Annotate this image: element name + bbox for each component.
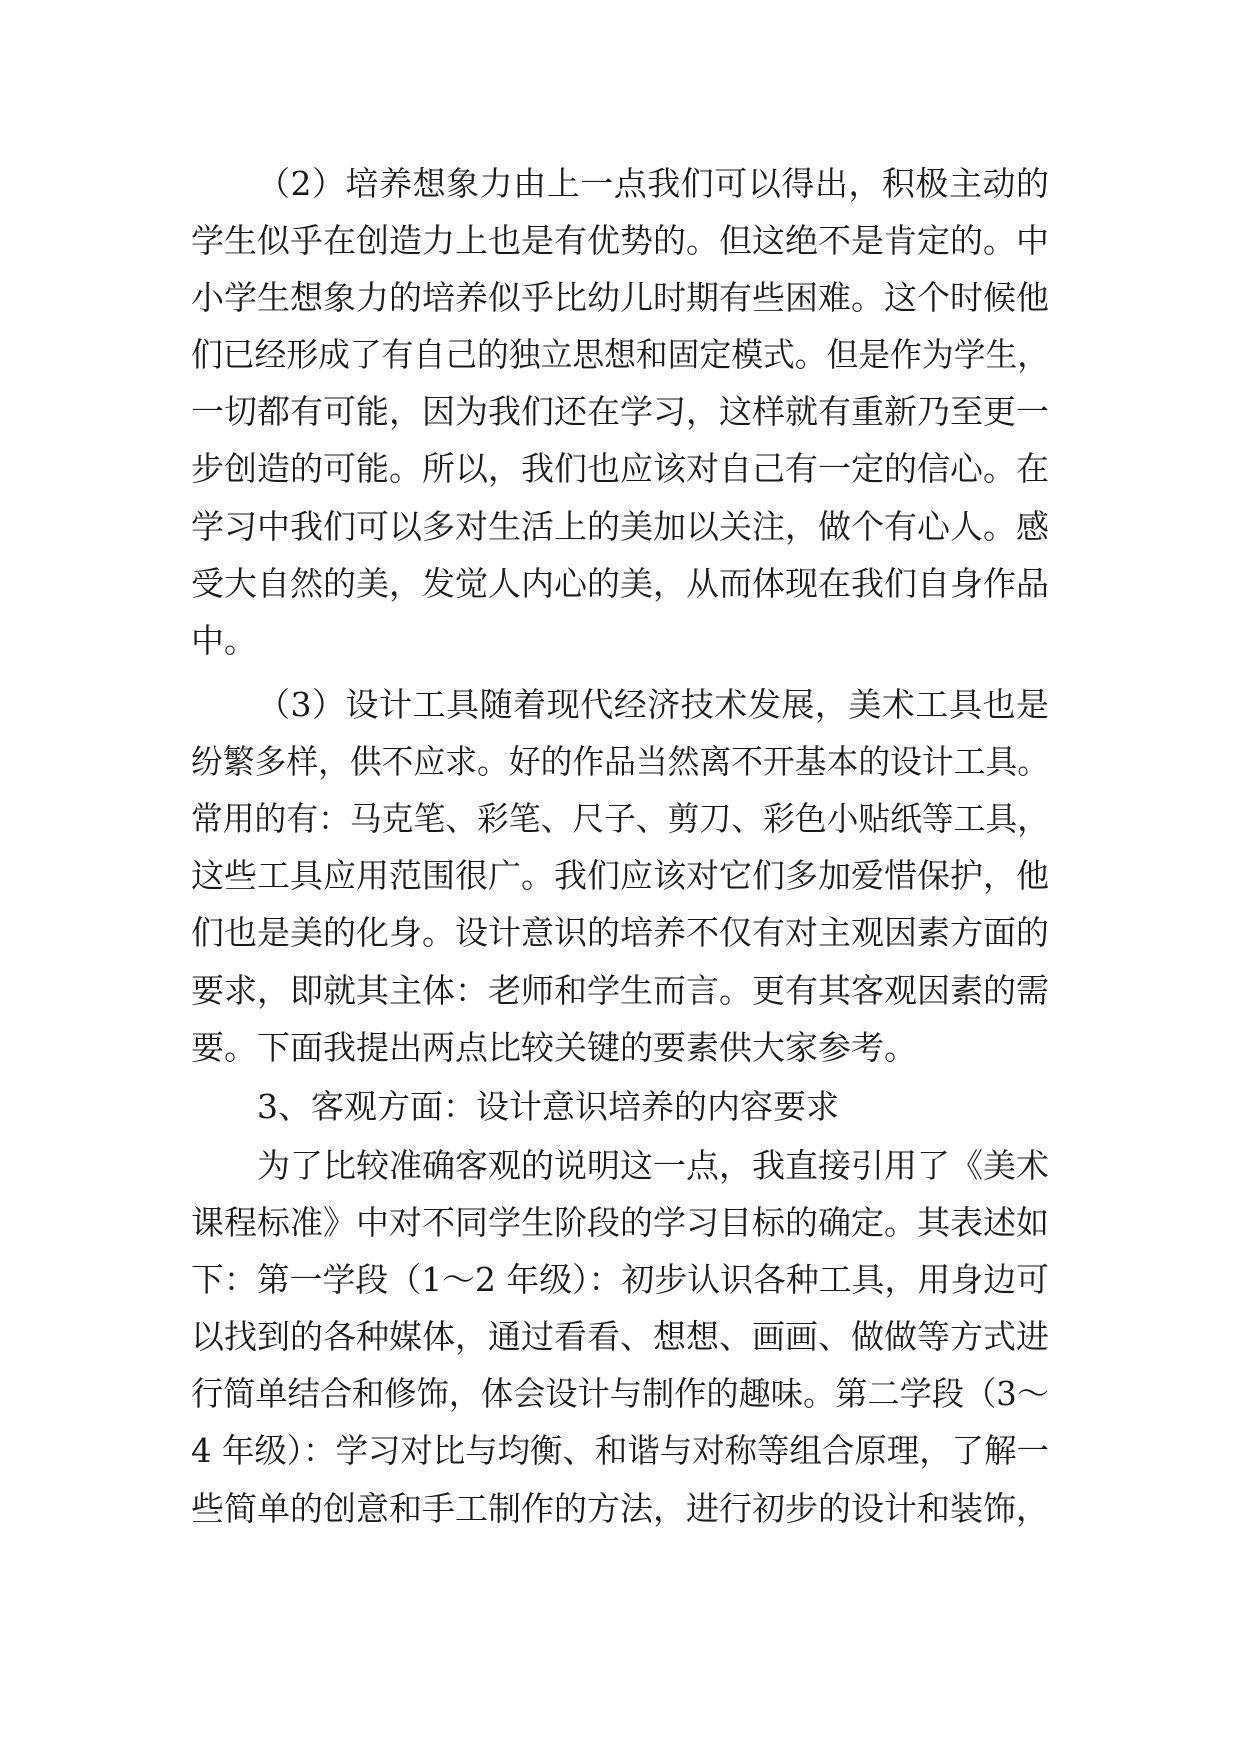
paragraph-line: 以找到的各种媒体，通过看看、想想、画画、做做等方式进 <box>191 1317 1049 1356</box>
paragraph-line: 学习中我们可以多对生活上的美加以关注，做个有心人。感 <box>191 507 1049 546</box>
paragraph-line: 一切都有可能，因为我们还在学习，这样就有重新乃至更一 <box>191 392 1049 431</box>
paragraph-line: 下：第一学段（1～2 年级）：初步认识各种工具，用身边可 <box>191 1260 1049 1299</box>
paragraph-line: 这些工具应用范围很广。我们应该对它们多加爱惜保护，他 <box>191 856 1049 895</box>
paragraph-line: （2）培养想象力由上一点我们可以得出，积极主动的 <box>257 164 1049 203</box>
section-heading: 3、客观方面：设计意识培养的内容要求 <box>257 1087 839 1126</box>
paragraph-line: 要。下面我提出两点比较关键的要素供大家参考。 <box>191 1028 917 1067</box>
paragraph-line: 4 年级）：学习对比与均衡、和谐与对称等组合原理，了解一 <box>191 1431 1049 1470</box>
paragraph-line: 纷繁多样，供不应求。好的作品当然离不开基本的设计工具。 <box>191 742 1050 781</box>
paragraph-line: 要求，即就其主体：老师和学生而言。更有其客观因素的需 <box>191 971 1049 1010</box>
paragraph-line: 行简单结合和修饰，体会设计与制作的趣味。第二学段（3～ <box>191 1374 1049 1413</box>
paragraph-line: 中。 <box>191 621 257 660</box>
paragraph-line: 们已经形成了有自己的独立思想和固定模式。但是作为学生， <box>191 335 1050 374</box>
paragraph-line: 为了比较准确客观的说明这一点，我直接引用了《美术 <box>257 1146 1049 1185</box>
paragraph-line: 课程标准》中对不同学生阶段的学习目标的确定。其表述如 <box>191 1203 1049 1242</box>
paragraph-line: 步创造的可能。所以，我们也应该对自己有一定的信心。在 <box>191 449 1049 488</box>
paragraph-line: 学生似乎在创造力上也是有优势的。但这绝不是肯定的。中 <box>191 221 1049 260</box>
paragraph-line: （3）设计工具随着现代经济技术发展，美术工具也是 <box>257 685 1049 724</box>
paragraph-line: 些简单的创意和手工制作的方法，进行初步的设计和装饰， <box>191 1489 1049 1528</box>
paragraph-line: 常用的有：马克笔、彩笔、尺子、剪刀、彩色小贴纸等工具， <box>191 799 1050 838</box>
paragraph-line: 小学生想象力的培养似乎比幼儿时期有些困难。这个时候他 <box>191 278 1049 317</box>
paragraph-line: 受大自然的美，发觉人内心的美，从而体现在我们自身作品 <box>191 564 1049 603</box>
paragraph-line: 们也是美的化身。设计意识的培养不仅有对主观因素方面的 <box>191 913 1049 952</box>
